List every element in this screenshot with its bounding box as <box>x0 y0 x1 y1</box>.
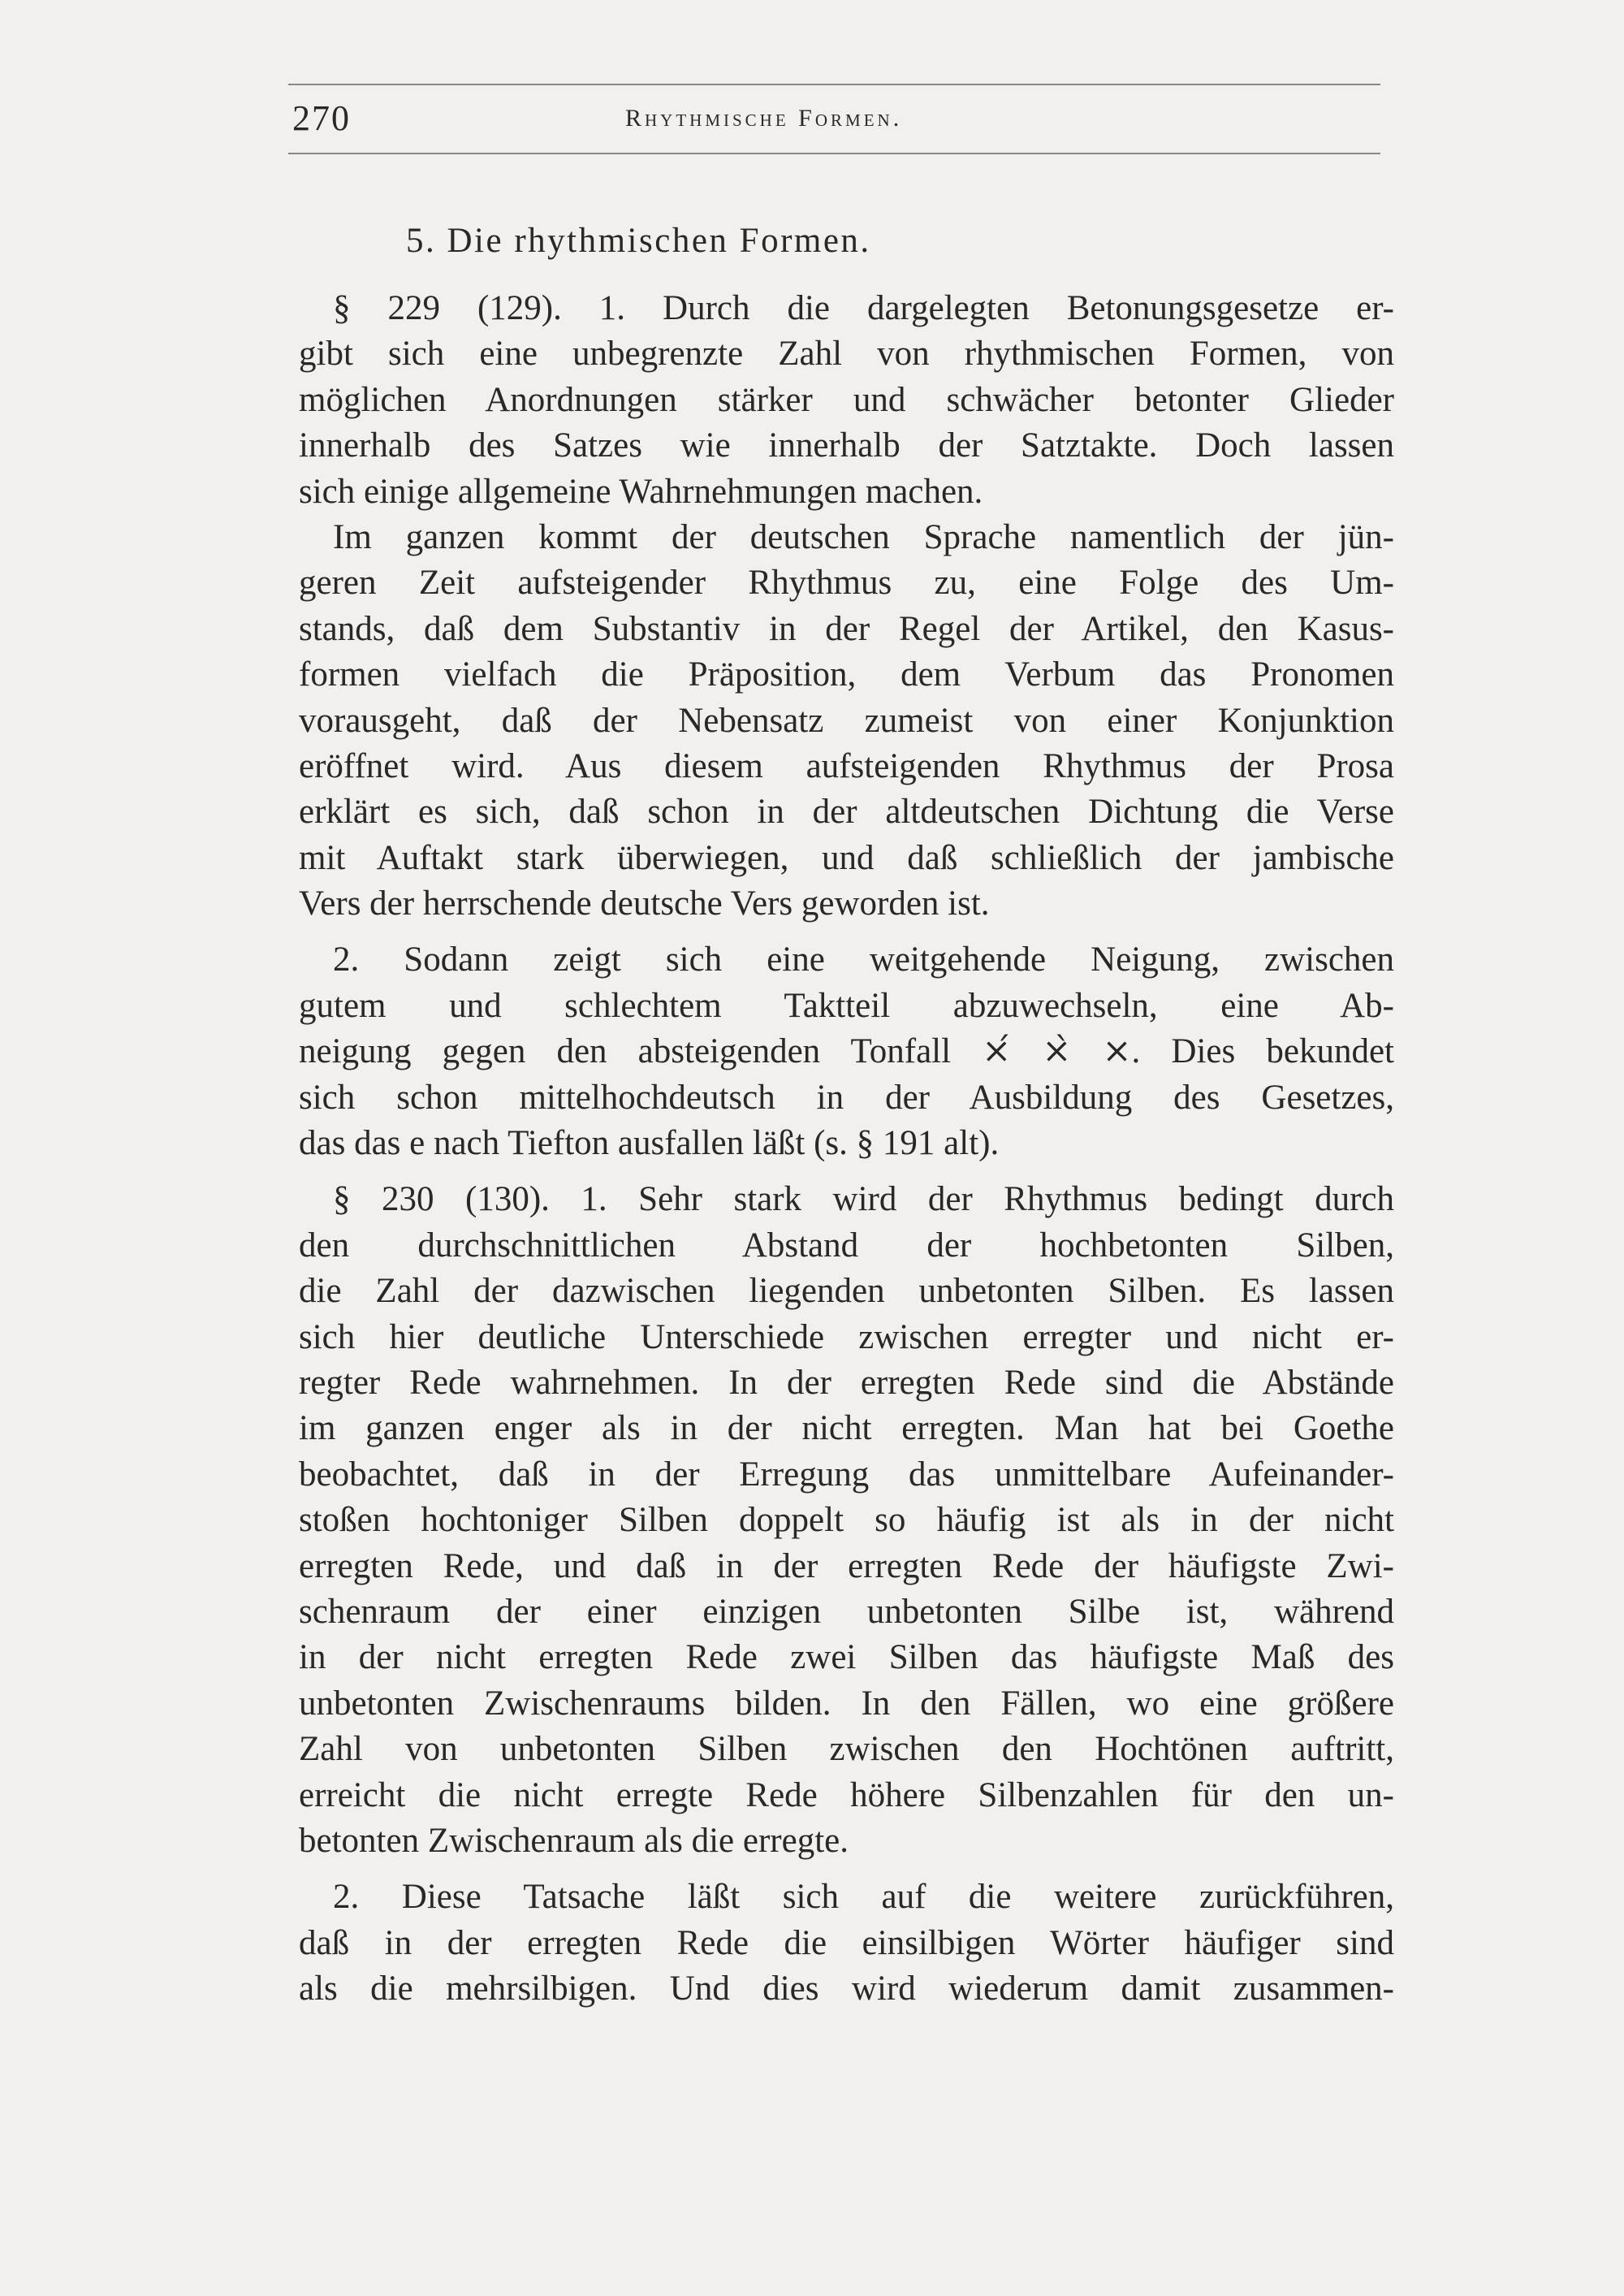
text-line: mit Auftakt stark überwiegen, und daß schließlich der jambische <box>299 838 1394 877</box>
section-title: 5. Die rhythmischen Formen. <box>406 222 871 260</box>
text-line: vorausgeht, daß der Nebensatz zumeist von einer Konjunktion <box>299 701 1394 740</box>
text-line: die Zahl der dazwischen liegenden unbetonten Silben. Es lassen <box>299 1272 1394 1311</box>
text-line: sich einige allgemeine Wahrnehmungen machen. <box>299 472 983 511</box>
text-line: betonten Zwischenraum als die erregte. <box>299 1821 849 1860</box>
text-line: in der nicht erregten Rede zwei Silben das häufigste Maß des <box>299 1638 1394 1677</box>
text-line: stands, daß dem Substantiv in der Regel der Artikel, den Kasus- <box>299 609 1394 648</box>
text-line: gibt sich eine unbegrenzte Zahl von rhythmischen Formen, von <box>299 335 1394 374</box>
running-head: Rhythmische Formen. <box>625 105 903 132</box>
text-line: erreicht die nicht erregte Rede höhere Silbenzahlen für den un- <box>299 1775 1394 1814</box>
text-line: unbetonten Zwischenraums bilden. In den Fällen, wo eine größere <box>299 1684 1394 1723</box>
text-line: als die mehrsilbigen. Und dies wird wiederum damit zusammen- <box>299 1970 1394 2008</box>
text-line: das das e nach Tiefton ausfallen läßt (s. § 191 alt). <box>299 1124 1000 1163</box>
text-line: erregten Rede, und daß in der erregten Rede der häufigste Zwi- <box>299 1546 1394 1585</box>
text-line: schenraum der einer einzigen unbetonten Silbe ist, während <box>299 1592 1394 1631</box>
text-line: Zahl von unbetonten Silben zwischen den Hochtönen auftritt, <box>299 1730 1394 1769</box>
body-text <box>299 286 1394 2012</box>
text-line: den durchschnittlichen Abstand der hochbetonten Silben, <box>299 1226 1394 1265</box>
text-line: innerhalb des Satzes wie innerhalb der Satztakte. Doch lassen <box>299 426 1394 465</box>
text-line: eröffnet wird. Aus diesem aufsteigenden Rhythmus der Prosa <box>299 746 1394 785</box>
text-line: formen vielfach die Präposition, dem Verbum das Pronomen <box>299 655 1394 694</box>
text-line: Im ganzen kommt der deutschen Sprache namentlich der jün- <box>333 517 1394 556</box>
text-line: gutem und schlechtem Taktteil abzuwechseln, eine Ab- <box>299 986 1394 1025</box>
text-line: daß in der erregten Rede die einsilbigen Wörter häufiger sind <box>299 1923 1394 1962</box>
text-line: erklärt es sich, daß schon in der altdeutschen Dichtung die Verse <box>299 793 1394 832</box>
text-line: § 230 (130). 1. Sehr stark wird der Rhythmus bedingt durch <box>333 1180 1394 1219</box>
page-number: 270 <box>292 98 351 138</box>
text-line: 2. Diese Tatsache läßt sich auf die weitere zurückführen, <box>333 1878 1394 1917</box>
text-line: im ganzen enger als in der nicht erregten. Man hat bei Goethe <box>299 1409 1394 1448</box>
text-line: geren Zeit aufsteigender Rhythmus zu, eine Folge des Um- <box>299 564 1394 603</box>
text-line: sich hier deutliche Unterschiede zwischen erregter und nicht er- <box>299 1317 1394 1356</box>
text-line: beobachtet, daß in der Erregung das unmittelbare Aufeinander- <box>299 1455 1394 1494</box>
text-line: neigung gegen den absteigenden Tonfall ⨯́ ⨯̀ ⨯. Dies bekundet <box>299 1032 1394 1071</box>
text-line: stoßen hochtoniger Silben doppelt so häufig ist als in der nicht <box>299 1501 1394 1540</box>
text-line: sich schon mittelhochdeutsch in der Ausbildung des Gesetzes, <box>299 1078 1394 1117</box>
text-line: 2. Sodann zeigt sich eine weitgehende Neigung, zwischen <box>333 940 1394 979</box>
text-line: regter Rede wahrnehmen. In der erregten Rede sind die Abstände <box>299 1363 1394 1402</box>
text-line: möglichen Anordnungen stärker und schwächer betonter Glieder <box>299 380 1394 419</box>
header-rule-bottom <box>288 153 1380 154</box>
text-line: § 229 (129). 1. Durch die dargelegten Betonungsgesetze er- <box>333 289 1394 327</box>
text-line: Vers der herrschende deutsche Vers geworden ist. <box>299 884 990 923</box>
header-rule-top <box>288 84 1380 85</box>
